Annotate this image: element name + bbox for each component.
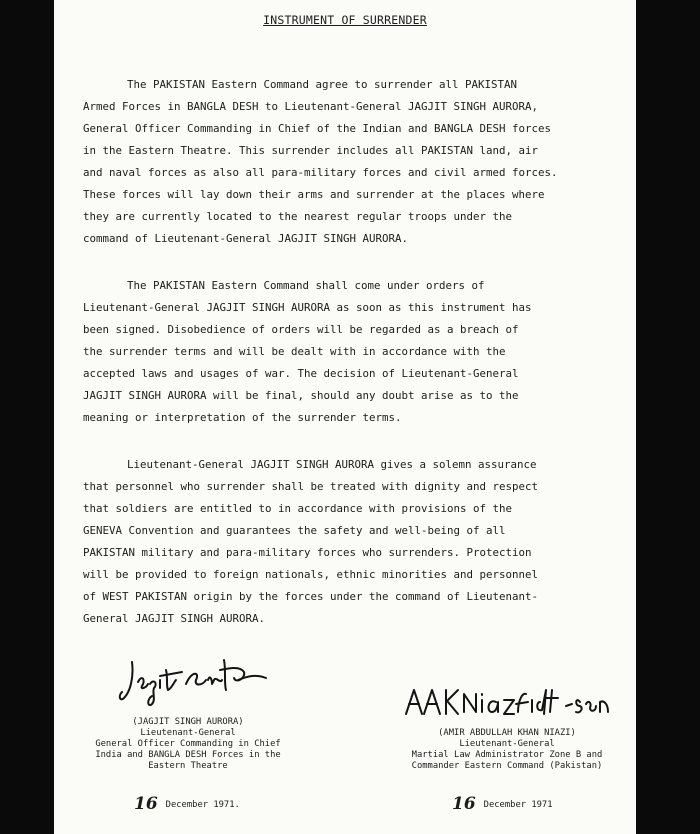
- signature-aurora-image: [116, 650, 296, 712]
- text-line: that personnel who surrender shall be treated with dignity and respect: [83, 480, 539, 493]
- text-line: accepted laws and usages of war. The decision of Lieutenant-General: [83, 367, 519, 380]
- text-line: General JAGJIT SINGH AURORA.: [83, 612, 266, 625]
- paragraph-1: [83, 74, 631, 250]
- text-line: The PAKISTAN Eastern Command agree to surrender all PAKISTAN: [127, 78, 518, 91]
- date-text: December 1971.: [165, 800, 240, 810]
- signature-niazi-image: [400, 682, 620, 724]
- date-niazi: [452, 794, 553, 814]
- text-line: PAKISTAN military and para-military forces who surrenders. Protection: [83, 546, 532, 559]
- text-line: and naval forces as also all para-military forces and civil armed forces.: [83, 166, 558, 179]
- signatory-block-niazi: [372, 728, 642, 772]
- signatory-title-line: Commander Eastern Command (Pakistan): [411, 761, 603, 771]
- text-line: the surrender terms and will be dealt with in accordance with the: [83, 345, 506, 358]
- text-line: These forces will lay down their arms and surrender at the places where: [83, 188, 545, 201]
- date-day-handwritten: 16: [134, 794, 158, 814]
- paragraph-2: [83, 275, 631, 429]
- date-aurora: [134, 794, 240, 814]
- text-line: been signed. Disobedience of orders will be regarded as a breach of: [83, 323, 519, 336]
- signatory-name: (AMIR ABDULLAH KHAN NIAZI): [438, 728, 576, 738]
- text-line: Lieutenant-General JAGJIT SINGH AURORA as soon as this instrument has: [83, 301, 532, 314]
- date-day-handwritten: 16: [452, 794, 476, 814]
- text-line: Armed Forces in BANGLA DESH to Lieutenant-General JAGJIT SINGH AURORA,: [83, 100, 539, 113]
- signatory-rank: Lieutenant-General: [459, 739, 555, 749]
- text-line: The PAKISTAN Eastern Command shall come under orders of: [127, 279, 485, 292]
- signatory-title-line: India and BANGLA DESH Forces in the: [95, 750, 281, 760]
- text-line: will be provided to foreign nationals, ethnic minorities and personnel: [83, 568, 539, 581]
- text-line: in the Eastern Theatre. This surrender includes all PAKISTAN land, air: [83, 144, 539, 157]
- signatory-title-line: Martial Law Administrator Zone B and: [411, 750, 603, 760]
- document-title: INSTRUMENT OF SURRENDER: [263, 13, 427, 27]
- document-page: [54, 0, 636, 834]
- paragraph-3: [83, 454, 631, 630]
- signatory-rank: Lieutenant-General: [140, 728, 236, 738]
- text-line: that soldiers are entitled to in accordance with provisions of the: [83, 502, 513, 515]
- text-line: General Officer Commanding in Chief of the Indian and BANGLA DESH forces: [83, 122, 552, 135]
- text-line: JAGJIT SINGH AURORA will be final, should any doubt arise as to the: [83, 389, 519, 402]
- text-line: GENEVA Convention and guarantees the safety and well-being of all: [83, 524, 506, 537]
- date-text: December 1971: [483, 800, 553, 810]
- text-line: command of Lieutenant-General JAGJIT SINGH AURORA.: [83, 232, 409, 245]
- text-line: they are currently located to the nearest regular troops under the: [83, 210, 513, 223]
- signatory-block-aurora: [76, 717, 300, 772]
- text-line: meaning or interpretation of the surrender terms.: [83, 411, 402, 424]
- signatory-title-line: Eastern Theatre: [148, 761, 228, 771]
- signatory-title-line: General Officer Commanding in Chief: [95, 739, 281, 749]
- text-line: Lieutenant-General JAGJIT SINGH AURORA gives a solemn assurance: [127, 458, 537, 471]
- signatory-name: (JAGJIT SINGH AURORA): [132, 717, 244, 727]
- text-line: of WEST PAKISTAN origin by the forces under the command of Lieutenant-: [83, 590, 539, 603]
